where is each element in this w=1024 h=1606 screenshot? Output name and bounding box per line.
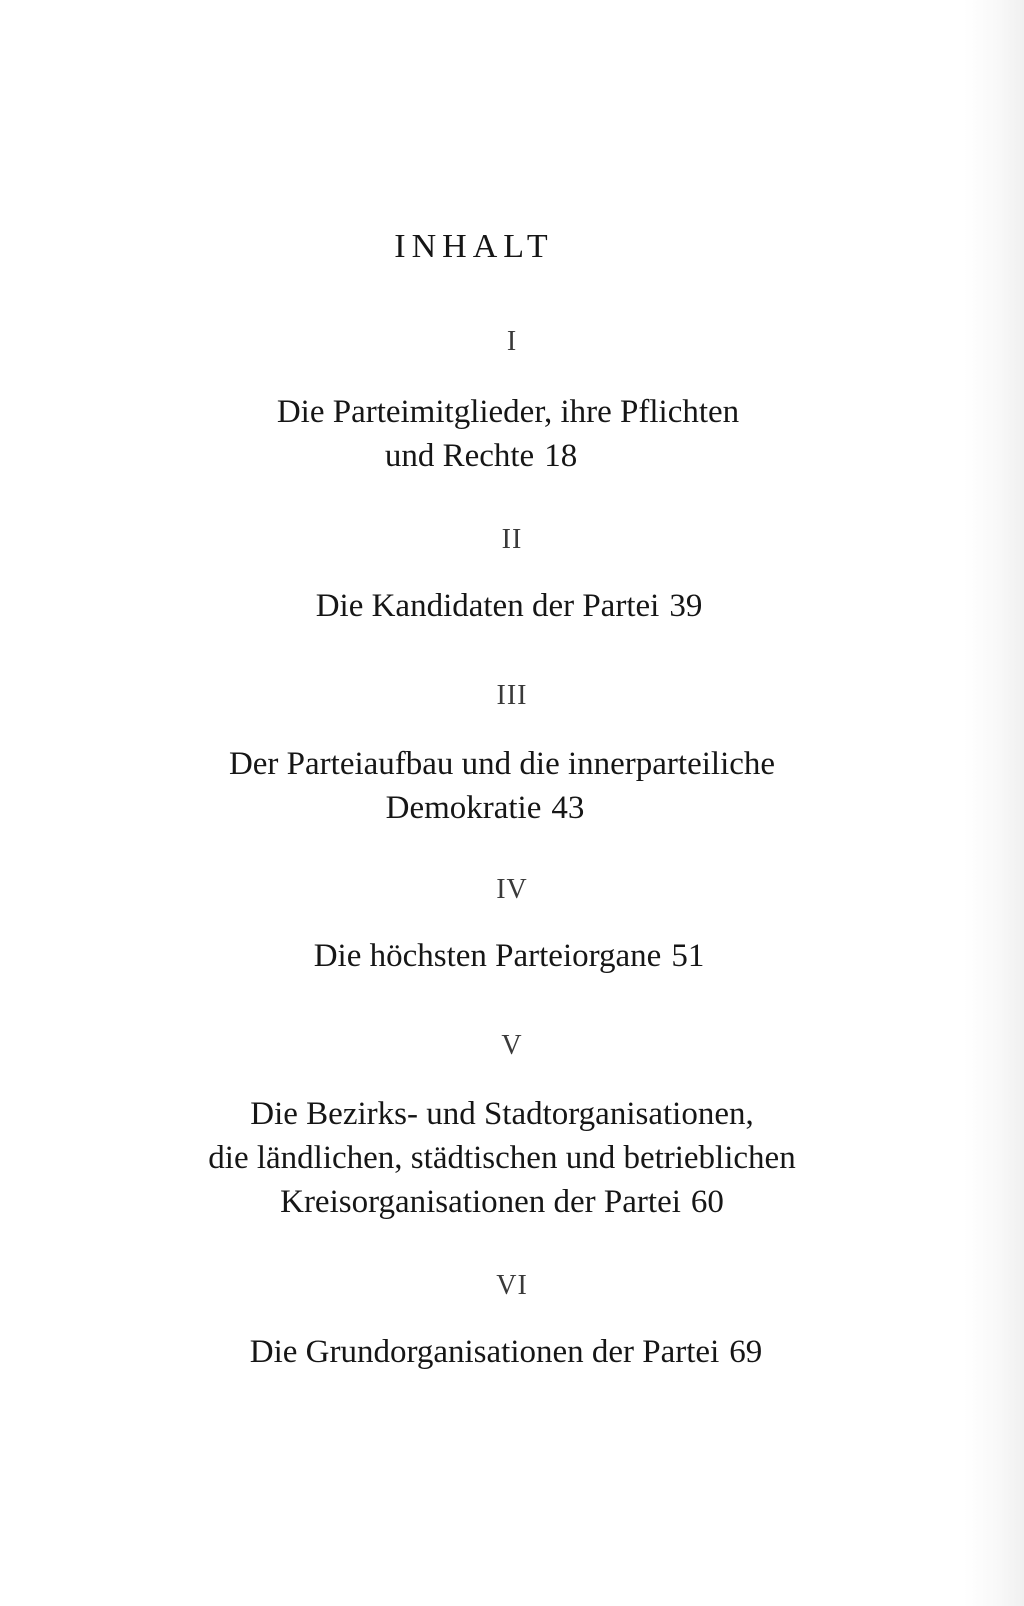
toc-entry-4 [0, 934, 1024, 978]
toc-entry-6-line-1 [0, 1330, 1024, 1374]
toc-entry-1-line-2 [0, 434, 1024, 478]
toc-entry-5-line-3-text: Kreisorganisationen der Partei [280, 1184, 681, 1220]
section-numeral-5: V [501, 1030, 523, 1061]
toc-entry-3-line-2-text: Demokratie [385, 790, 542, 826]
toc-entry-1-page: 18 [544, 438, 578, 474]
toc-entry-5-line-1: Die Bezirks- und Stadtorganisationen, [250, 1096, 754, 1132]
toc-entry-5 [0, 1092, 1024, 1224]
section-numeral-6: VI [496, 1270, 528, 1301]
toc-entry-5-line-3 [0, 1180, 1024, 1224]
section-numeral-1: I [506, 326, 518, 357]
toc-entry-4-page: 51 [671, 938, 705, 974]
toc-entry-6-page: 69 [729, 1334, 763, 1370]
page-title [0, 228, 1024, 266]
toc-entry-2-page: 39 [669, 588, 703, 624]
toc-entry-5-line-2: die ländlichen, städtischen und betrieblichen [208, 1140, 796, 1176]
toc-entry-4-line-1 [0, 934, 1024, 978]
toc-entry-3-line-2 [0, 786, 1024, 830]
title-text: INHALT [394, 228, 554, 265]
toc-entry-6-line-1-text: Die Grundorganisationen der Partei [249, 1334, 720, 1370]
toc-entry-1 [0, 390, 1024, 478]
toc-entry-1-line-1: Die Parteimitglieder, ihre Pflichten [276, 394, 740, 430]
section-numeral-4: IV [496, 874, 528, 905]
toc-entry-3-page: 43 [551, 790, 585, 826]
toc-entry-2 [0, 584, 1024, 628]
toc-entry-3 [0, 742, 1024, 830]
toc-entry-4-line-1-text: Die höchsten Parteiorgane [313, 938, 662, 974]
toc-entry-2-line-1-text: Die Kandidaten der Partei [315, 588, 660, 624]
toc-entry-1-line-2-text: und Rechte [384, 438, 535, 474]
toc-entry-5-page: 60 [690, 1184, 724, 1220]
toc-entry-6 [0, 1330, 1024, 1374]
toc-entry-3-line-1: Der Parteiaufbau und die innerparteiliche [228, 746, 776, 782]
section-numeral-3: III [496, 680, 528, 711]
section-numeral-2: II [501, 524, 523, 555]
toc-entry-2-line-1 [0, 584, 1024, 628]
